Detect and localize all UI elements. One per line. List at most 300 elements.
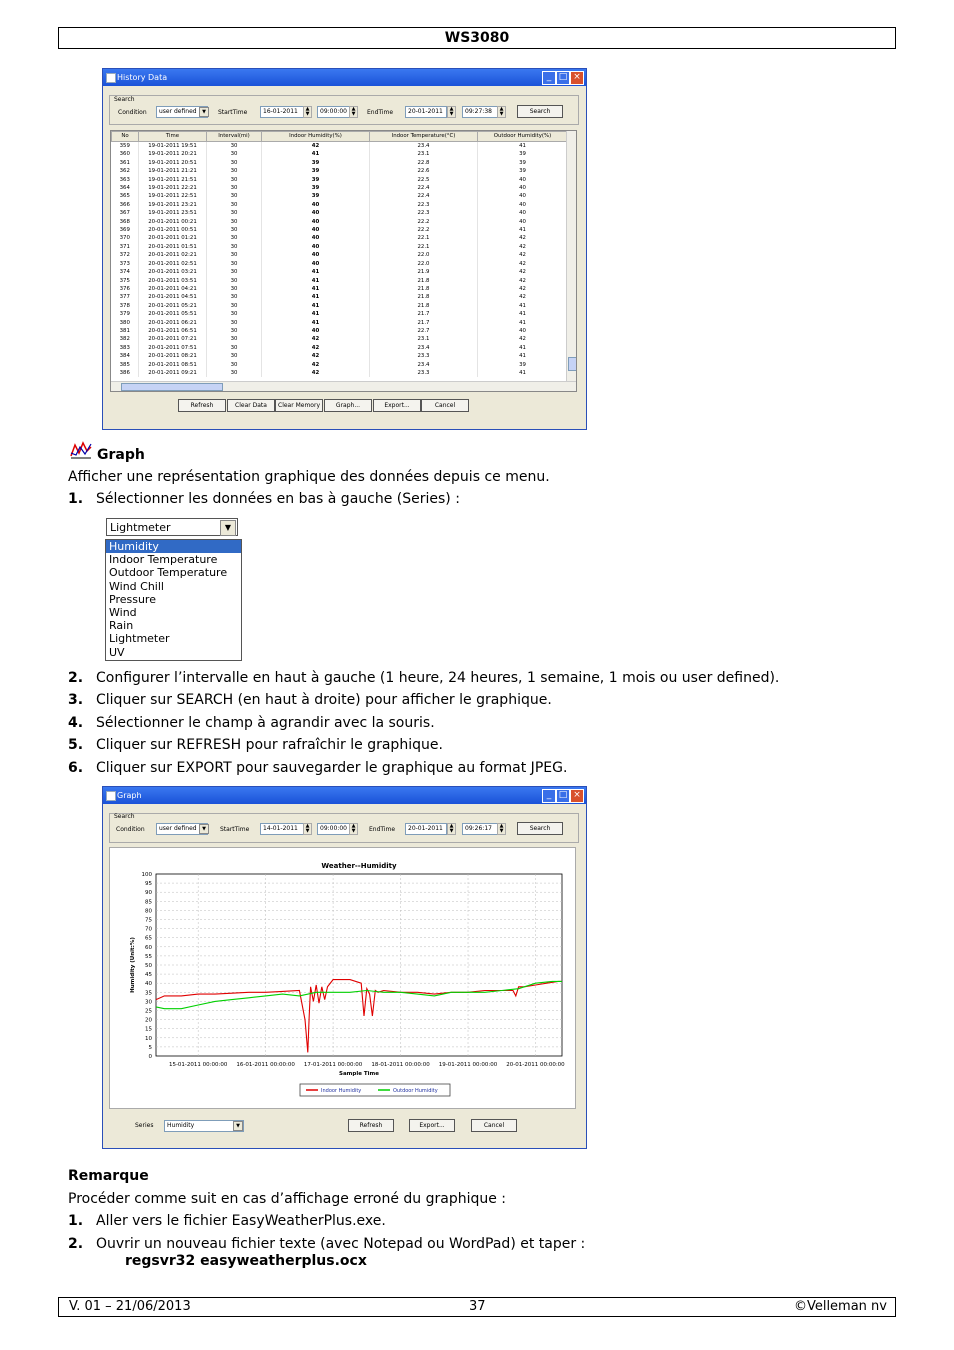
chart-panel	[109, 847, 576, 1109]
table-cell: 30	[207, 319, 262, 327]
y-tick-label: 30	[145, 999, 152, 1006]
x-axis-label: Sample Time	[339, 1071, 379, 1077]
start-time-label: StartTime	[218, 109, 248, 116]
table-row[interactable]	[112, 142, 568, 151]
table-cell: 42	[478, 234, 568, 242]
table-row[interactable]	[112, 327, 568, 335]
footer-copyright: ©Velleman nv	[793, 1299, 887, 1314]
table-cell: 42	[478, 293, 568, 301]
step-text: Configurer l’intervalle en haut à gauche (1 heure, 24 heures, 1 semaine, 1 mois ou user defined).	[96, 670, 780, 686]
table-cell: 42	[262, 142, 370, 151]
table-cell: 42	[262, 335, 370, 343]
table-cell: 380	[112, 319, 139, 327]
table-cell: 40	[262, 251, 370, 259]
table-cell: 41	[478, 310, 568, 318]
table-cell: 21.8	[370, 293, 478, 301]
table-cell: 20-01-2011 08:51	[139, 361, 207, 369]
table-cell: 19-01-2011 19:51	[139, 142, 207, 151]
column-header[interactable]: Time	[139, 132, 207, 142]
series-select[interactable]	[106, 518, 238, 536]
table-cell: 40	[478, 192, 568, 200]
table-row[interactable]	[112, 209, 568, 217]
table-cell: 41	[262, 277, 370, 285]
table-cell: 30	[207, 260, 262, 268]
step-text: Cliquer sur REFRESH pour rafraîchir le graphique.	[96, 737, 443, 754]
table-cell: 40	[262, 260, 370, 268]
table-cell: 30	[207, 302, 262, 310]
y-tick-label: 90	[145, 890, 152, 897]
table-cell: 21.8	[370, 285, 478, 293]
x-tick-label: 19-01-2011 00:00:00	[438, 1062, 498, 1068]
window-app-icon	[106, 791, 116, 801]
end-time-label: EndTime	[369, 826, 396, 833]
y-tick-label: 75	[145, 917, 152, 924]
table-cell: 41	[478, 344, 568, 352]
table-cell: 30	[207, 369, 262, 377]
table-cell: 22.2	[370, 226, 478, 234]
table-cell: 374	[112, 268, 139, 276]
table-cell: 383	[112, 344, 139, 352]
table-cell: 42	[478, 260, 568, 268]
table-cell: 39	[262, 176, 370, 184]
end-date-spinner[interactable]: ▲ ▼	[447, 106, 456, 118]
table-row[interactable]	[112, 260, 568, 268]
table-cell: 20-01-2011 07:21	[139, 335, 207, 343]
series-option[interactable]: Humidity	[106, 540, 241, 553]
table-cell: 20-01-2011 02:51	[139, 260, 207, 268]
x-tick-label: 17-01-2011 00:00:00	[303, 1062, 363, 1068]
start-date-spinner[interactable]: ▲ ▼	[303, 823, 312, 835]
table-cell: 42	[262, 369, 370, 377]
clear-data-button[interactable]: Clear Data	[227, 399, 275, 412]
vertical-scrollbar[interactable]	[566, 131, 576, 381]
step-item	[68, 692, 888, 710]
end-date-input[interactable]: 20-01-2011	[405, 823, 447, 835]
y-tick-label: 35	[145, 990, 152, 997]
table-row[interactable]	[112, 251, 568, 259]
table-cell: 30	[207, 150, 262, 158]
table-row[interactable]	[112, 302, 568, 310]
table-cell: 364	[112, 184, 139, 192]
cancel-button[interactable]: Cancel	[421, 399, 469, 412]
table-cell: 20-01-2011 01:51	[139, 243, 207, 251]
y-tick-label: 10	[145, 1035, 152, 1042]
step-number: 2.	[68, 670, 84, 686]
table-cell: 30	[207, 344, 262, 352]
table-cell: 22.0	[370, 251, 478, 259]
end-time-spinner[interactable]: ▲ ▼	[497, 106, 506, 118]
y-tick-label: 0	[148, 1054, 152, 1060]
table-cell: 22.4	[370, 184, 478, 192]
series-option[interactable]: Lightmeter	[109, 632, 170, 646]
table-row[interactable]	[112, 150, 568, 158]
table-cell: 23.1	[370, 335, 478, 343]
graph-button[interactable]: Graph...	[324, 399, 372, 412]
table-row[interactable]	[112, 234, 568, 242]
table-cell: 363	[112, 176, 139, 184]
table-row[interactable]	[112, 167, 568, 175]
table-cell: 41	[262, 285, 370, 293]
table-row[interactable]	[112, 159, 568, 167]
end-time-input[interactable]: 09:26:17	[462, 823, 498, 835]
chevron-down-icon[interactable]: ▼	[233, 1121, 243, 1131]
table-cell: 30	[207, 293, 262, 301]
table-cell: 23.3	[370, 369, 478, 377]
series-selected-value: Lightmeter	[110, 521, 171, 534]
table-cell: 376	[112, 285, 139, 293]
table-cell: 21.7	[370, 310, 478, 318]
minimize-icon[interactable]: _	[542, 789, 556, 803]
table-cell: 20-01-2011 03:51	[139, 277, 207, 285]
start-date-input[interactable]: 16-01-2011	[260, 106, 304, 118]
table-cell: 19-01-2011 21:21	[139, 167, 207, 175]
table-cell: 22.1	[370, 234, 478, 242]
table-cell: 39	[262, 159, 370, 167]
table-cell: 19-01-2011 22:21	[139, 184, 207, 192]
table-cell: 42	[478, 251, 568, 259]
y-tick-label: 50	[145, 963, 152, 969]
remark-intro: Procéder comme suit en cas d’affichage erroné du graphique :	[68, 1191, 507, 1207]
table-row[interactable]	[112, 176, 568, 184]
table-cell: 41	[262, 319, 370, 327]
start-date-input[interactable]: 14-01-2011	[260, 823, 304, 835]
table-cell: 385	[112, 361, 139, 369]
table-cell: 42	[262, 352, 370, 360]
history-table-area	[110, 130, 577, 392]
table-cell: 23.4	[370, 344, 478, 352]
condition-select[interactable]: user defined	[156, 106, 208, 118]
table-cell: 30	[207, 352, 262, 360]
start-time-label: StartTime	[220, 826, 250, 833]
table-row[interactable]	[112, 277, 568, 285]
step-text: Sélectionner le champ à agrandir avec la souris.	[96, 714, 435, 731]
table-cell: 375	[112, 277, 139, 285]
table-cell: 19-01-2011 20:21	[139, 150, 207, 158]
table-cell: 19-01-2011 23:21	[139, 201, 207, 209]
history-window-title: History Data	[117, 73, 168, 82]
table-cell: 30	[207, 209, 262, 217]
footer-version: V. 01 – 21/06/2013	[69, 1299, 191, 1314]
column-header[interactable]: Indoor Temperature(°C)	[370, 132, 478, 142]
table-cell: 30	[207, 142, 262, 151]
table-cell: 41	[262, 293, 370, 301]
table-cell: 20-01-2011 07:51	[139, 344, 207, 352]
y-tick-label: 5	[148, 1044, 152, 1051]
table-cell: 30	[207, 226, 262, 234]
history-data-window	[102, 68, 587, 430]
table-row[interactable]	[112, 218, 568, 226]
table-cell: 21.8	[370, 302, 478, 310]
table-cell: 40	[478, 176, 568, 184]
table-cell: 30	[207, 243, 262, 251]
refresh-button[interactable]: Refresh	[178, 399, 226, 412]
table-cell: 22.0	[370, 260, 478, 268]
table-cell: 369	[112, 226, 139, 234]
table-cell: 40	[478, 209, 568, 217]
table-cell: 39	[478, 361, 568, 369]
x-tick-label: 15-01-2011 00:00:00	[168, 1062, 228, 1068]
graph-title-bar	[103, 787, 586, 804]
y-tick-label: 70	[145, 926, 152, 933]
y-tick-label: 60	[145, 944, 152, 951]
series-label: Series	[135, 1122, 154, 1129]
table-cell: 19-01-2011 23:51	[139, 209, 207, 217]
table-row[interactable]	[112, 293, 568, 301]
clear-memory-button[interactable]: Clear Memory	[275, 399, 323, 412]
end-time-input[interactable]: 09:27:38	[462, 106, 498, 118]
table-cell: 30	[207, 184, 262, 192]
table-row[interactable]	[112, 184, 568, 192]
table-cell: 39	[262, 184, 370, 192]
remark-step-1	[68, 1213, 868, 1231]
table-cell: 30	[207, 335, 262, 343]
y-tick-label: 15	[145, 1026, 152, 1033]
table-cell: 373	[112, 260, 139, 268]
table-cell: 30	[207, 176, 262, 184]
table-row[interactable]	[112, 226, 568, 234]
table-cell: 30	[207, 234, 262, 242]
column-header[interactable]: Outdoor Humidity(%)	[478, 132, 568, 142]
table-cell: 20-01-2011 05:21	[139, 302, 207, 310]
export-button[interactable]: Export...	[409, 1119, 455, 1132]
table-cell: 30	[207, 277, 262, 285]
step-number: 5.	[68, 737, 84, 754]
table-cell: 40	[262, 218, 370, 226]
table-cell: 379	[112, 310, 139, 318]
legend-entry: Outdoor Humidity	[393, 1088, 438, 1094]
table-cell: 30	[207, 218, 262, 226]
table-cell: 21.7	[370, 319, 478, 327]
table-cell: 41	[478, 302, 568, 310]
step-number: 1.	[68, 491, 84, 507]
table-cell: 30	[207, 159, 262, 167]
table-cell: 30	[207, 201, 262, 209]
table-cell: 41	[262, 268, 370, 276]
table-cell: 367	[112, 209, 139, 217]
table-cell: 41	[478, 369, 568, 377]
table-cell: 30	[207, 327, 262, 335]
table-cell: 30	[207, 251, 262, 259]
h-scroll-thumb[interactable]	[121, 383, 223, 391]
table-cell: 40	[262, 327, 370, 335]
table-cell: 40	[478, 201, 568, 209]
series-option[interactable]: Wind	[109, 605, 137, 619]
table-cell: 22.2	[370, 218, 478, 226]
graph-window-title: Graph	[117, 791, 142, 800]
history-table	[111, 131, 568, 377]
table-cell: 384	[112, 352, 139, 360]
table-cell: 41	[262, 150, 370, 158]
table-cell: 370	[112, 234, 139, 242]
table-row[interactable]	[112, 310, 568, 318]
condition-label: Condition	[118, 109, 147, 116]
export-button[interactable]: Export...	[373, 399, 421, 412]
table-cell: 40	[478, 327, 568, 335]
start-time-input[interactable]: 09:00:00	[317, 823, 351, 835]
table-cell: 20-01-2011 02:21	[139, 251, 207, 259]
table-row[interactable]	[112, 352, 568, 360]
step-text: Aller vers le fichier EasyWeatherPlus.exe.	[96, 1213, 386, 1229]
table-cell: 366	[112, 201, 139, 209]
column-header[interactable]: Interval(mi)	[207, 132, 262, 142]
table-row[interactable]	[112, 335, 568, 343]
start-time-input[interactable]: 09:00:00	[317, 106, 351, 118]
graph-heading: Graph	[97, 447, 145, 463]
series-select[interactable]: Humidity	[164, 1120, 244, 1132]
table-cell: 39	[262, 192, 370, 200]
table-cell: 39	[478, 150, 568, 158]
maximize-icon[interactable]: □	[556, 71, 570, 85]
table-cell: 378	[112, 302, 139, 310]
y-tick-label: 95	[145, 881, 152, 888]
y-tick-label: 85	[145, 899, 152, 906]
start-date-spinner[interactable]: ▲ ▼	[303, 106, 312, 118]
y-tick-label: 20	[145, 1017, 152, 1024]
horizontal-scrollbar[interactable]	[111, 381, 576, 391]
table-row[interactable]	[112, 285, 568, 293]
table-cell: 20-01-2011 06:51	[139, 327, 207, 335]
remark-heading: Remarque	[68, 1168, 149, 1184]
maximize-icon[interactable]: □	[556, 789, 570, 803]
table-row[interactable]	[112, 319, 568, 327]
series-option[interactable]: Outdoor Temperature	[109, 566, 228, 580]
scroll-thumb[interactable]	[568, 357, 577, 371]
table-cell: 19-01-2011 22:51	[139, 192, 207, 200]
table-row[interactable]	[112, 243, 568, 251]
history-title-bar	[103, 69, 586, 86]
step-item	[68, 715, 888, 733]
table-cell: 359	[112, 142, 139, 151]
step-text: Cliquer sur EXPORT pour sauvegarder le graphique au format JPEG.	[96, 759, 568, 776]
series-option[interactable]: Wind Chill	[109, 579, 164, 593]
condition-label: Condition	[116, 826, 145, 833]
y-tick-label: 100	[141, 872, 152, 878]
table-cell: 40	[478, 184, 568, 192]
search-group-label: Search	[114, 96, 135, 103]
table-cell: 39	[478, 167, 568, 175]
close-icon[interactable]: ×	[570, 789, 584, 803]
y-tick-label: 25	[145, 1008, 152, 1015]
table-cell: 22.3	[370, 209, 478, 217]
y-tick-label: 45	[145, 972, 152, 979]
end-time-spinner[interactable]: ▲ ▼	[497, 823, 506, 835]
table-cell: 23.1	[370, 150, 478, 158]
start-time-spinner[interactable]: ▲ ▼	[349, 106, 358, 118]
search-button[interactable]: Search	[517, 105, 563, 118]
y-tick-label: 80	[145, 908, 152, 915]
table-cell: 30	[207, 285, 262, 293]
column-header[interactable]: Indoor Humidity(%)	[262, 132, 370, 142]
table-cell: 20-01-2011 08:21	[139, 352, 207, 360]
legend-entry: Indoor Humidity	[321, 1088, 362, 1094]
page-header: WS3080	[58, 27, 896, 49]
table-row[interactable]	[112, 361, 568, 369]
humidity-chart[interactable]	[110, 848, 575, 1108]
step-item	[68, 737, 888, 755]
table-row[interactable]	[112, 344, 568, 352]
end-time-label: EndTime	[367, 109, 394, 116]
table-cell: 20-01-2011 09:21	[139, 369, 207, 377]
chevron-down-icon[interactable]: ▼	[199, 107, 209, 117]
page-footer	[58, 1297, 896, 1317]
chevron-down-icon[interactable]: ▼	[199, 824, 209, 834]
search-button[interactable]: Search	[517, 822, 563, 835]
table-cell: 386	[112, 369, 139, 377]
table-cell: 30	[207, 268, 262, 276]
graph-window	[102, 786, 587, 1149]
table-cell: 40	[262, 201, 370, 209]
table-cell: 20-01-2011 04:21	[139, 285, 207, 293]
table-cell: 22.8	[370, 159, 478, 167]
refresh-button[interactable]: Refresh	[348, 1119, 394, 1132]
series-option[interactable]: Indoor Temperature	[109, 553, 218, 567]
table-cell: 22.3	[370, 201, 478, 209]
table-cell: 360	[112, 150, 139, 158]
step-number: 2.	[68, 1236, 84, 1252]
chevron-down-icon[interactable]: ▼	[220, 520, 236, 536]
end-date-spinner[interactable]: ▲ ▼	[447, 823, 456, 835]
table-row[interactable]	[112, 192, 568, 200]
series-option[interactable]: Rain	[109, 619, 134, 633]
table-cell: 21.8	[370, 277, 478, 285]
table-cell: 382	[112, 335, 139, 343]
close-icon[interactable]: ×	[570, 71, 584, 85]
column-header[interactable]: No	[112, 132, 139, 142]
series-option[interactable]: UV	[109, 645, 125, 659]
table-cell: 22.6	[370, 167, 478, 175]
table-cell: 22.1	[370, 243, 478, 251]
table-cell: 42	[262, 361, 370, 369]
command-text: regsvr32 easyweatherplus.ocx	[125, 1253, 367, 1269]
table-cell: 20-01-2011 05:51	[139, 310, 207, 318]
remark-step-2	[68, 1236, 868, 1254]
table-cell: 41	[478, 352, 568, 360]
table-cell: 41	[478, 142, 568, 151]
x-tick-label: 18-01-2011 00:00:00	[371, 1062, 430, 1068]
table-cell: 40	[262, 226, 370, 234]
step-number: 6.	[68, 759, 84, 776]
table-row[interactable]	[112, 201, 568, 209]
table-cell: 20-01-2011 04:51	[139, 293, 207, 301]
table-cell: 39	[262, 167, 370, 175]
step-item	[68, 760, 888, 778]
table-cell: 42	[478, 268, 568, 276]
table-cell: 20-01-2011 01:21	[139, 234, 207, 242]
y-tick-label: 65	[145, 935, 152, 942]
cancel-button[interactable]: Cancel	[471, 1119, 517, 1132]
table-cell: 23.4	[370, 142, 478, 151]
table-cell: 42	[478, 277, 568, 285]
series-option[interactable]: Pressure	[109, 592, 156, 606]
table-cell: 19-01-2011 20:51	[139, 159, 207, 167]
table-row[interactable]	[112, 369, 568, 377]
y-tick-label: 40	[145, 981, 152, 988]
step-text: Cliquer sur SEARCH (en haut à droite) pour afficher le graphique.	[96, 692, 552, 709]
table-cell: 30	[207, 192, 262, 200]
table-cell: 20-01-2011 03:21	[139, 268, 207, 276]
footer-page: 37	[469, 1299, 486, 1314]
steps-list	[68, 670, 888, 780]
minimize-icon[interactable]: _	[542, 71, 556, 85]
table-cell: 365	[112, 192, 139, 200]
table-cell: 40	[262, 234, 370, 242]
start-time-spinner[interactable]: ▲ ▼	[349, 823, 358, 835]
end-date-input[interactable]: 20-01-2011	[405, 106, 447, 118]
condition-select[interactable]: user defined	[156, 823, 208, 835]
table-row[interactable]	[112, 268, 568, 276]
table-cell: 21.9	[370, 268, 478, 276]
table-cell: 371	[112, 243, 139, 251]
